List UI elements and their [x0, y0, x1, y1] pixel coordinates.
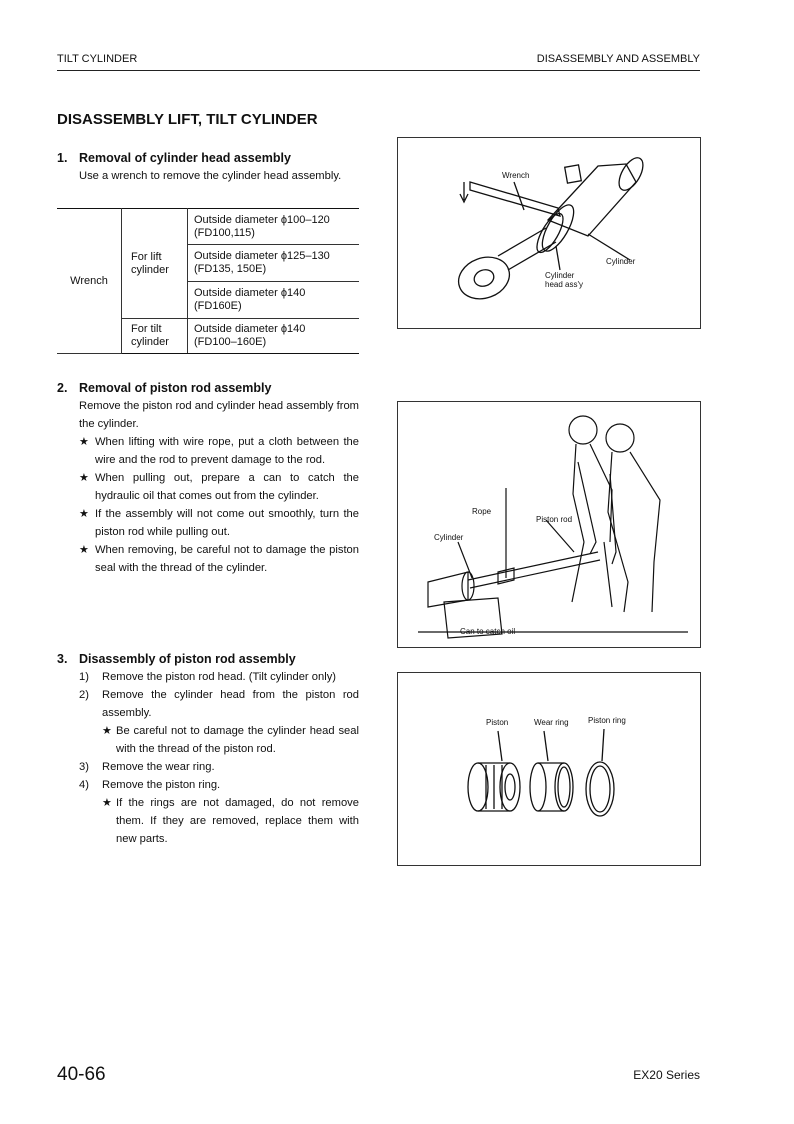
spec-cell-3: Outside diameter ϕ140 (FD160E)	[188, 282, 360, 319]
note-item: ★ When removing, be careful not to damage the piston seal with the thread of the cylinder.	[79, 544, 359, 574]
note-item: ★ If the assembly will not come out smoothly, turn the piston rod while pulling out.	[79, 508, 359, 538]
figure-piston-rings	[397, 672, 701, 866]
fig2-label-rope: Rope	[472, 507, 492, 516]
header-rule	[57, 70, 700, 71]
fig3-label-wear-ring: Wear ring	[534, 718, 569, 727]
fig1-label-head-2: head ass'y	[545, 280, 583, 289]
lift-label: For lift cylinder	[122, 209, 188, 319]
series-label: EX20 Series	[633, 1068, 700, 1082]
step-item: 1) Remove the piston rod head. (Tilt cylinder only)	[79, 671, 337, 683]
page-number: 40-66	[57, 1064, 106, 1085]
section-2-text: Remove the piston rod and cylinder head assembly from the cylinder.	[79, 400, 359, 430]
fig2-label-cylinder: Cylinder	[434, 533, 464, 542]
figure-cylinder-head-removal	[397, 137, 701, 329]
section-1-heading: 1. Removal of cylinder head assembly	[57, 151, 291, 165]
section-1-text: Use a wrench to remove the cylinder head assembly.	[79, 170, 342, 182]
section-3	[57, 650, 359, 848]
note-item: ★ When lifting with wire rope, put a cloth between the wire and the rod to prevent damage to the rod.	[79, 436, 359, 466]
fig3-label-piston-ring: Piston ring	[588, 716, 626, 725]
page-title: DISASSEMBLY LIFT, TILT CYLINDER	[57, 111, 318, 128]
step-item: 3) Remove the wear ring.	[79, 761, 215, 773]
spec-cell-4: Outside diameter ϕ140 (FD100–160E)	[188, 319, 360, 354]
fig1-label-wrench: Wrench	[502, 171, 530, 180]
piston-rings-illustration	[398, 673, 700, 865]
note-item: ★ When pulling out, prepare a can to catch the hydraulic oil that comes out from the cylinder.	[79, 472, 359, 502]
section-2-heading: 2. Removal of piston rod assembly	[57, 381, 272, 395]
fig3-label-piston: Piston	[486, 718, 509, 727]
note-item: ★ If the rings are not damaged, do not remove them. If they are removed, replace them with new parts.	[102, 797, 359, 845]
section-3-heading: 3. Disassembly of piston rod assembly	[57, 652, 296, 666]
fig2-label-piston-rod: Piston rod	[536, 515, 573, 524]
tilt-label: For tilt cylinder	[122, 319, 188, 354]
tool-cell: Wrench	[57, 209, 122, 354]
wrench-table	[57, 208, 359, 354]
step-item: 4) Remove the piston ring.	[79, 779, 221, 791]
section-1	[57, 149, 359, 185]
spec-cell-2: Outside diameter ϕ125–130 (FD135, 150E)	[188, 245, 360, 282]
header-left: TILT CYLINDER	[57, 53, 138, 65]
piston-rod-illustration	[398, 402, 700, 647]
fig1-label-cylinder: Cylinder	[606, 257, 636, 266]
spec-cell-1: Outside diameter ϕ100–120 (FD100,115)	[188, 209, 360, 245]
fig2-label-can: Can to catch oil	[460, 627, 516, 636]
fig1-label-head-1: Cylinder	[545, 271, 575, 280]
section-2	[57, 379, 359, 577]
figure-piston-rod-removal	[397, 401, 701, 648]
cylinder-wrench-illustration	[398, 138, 700, 328]
step-item: 2) Remove the cylinder head from the piston rod assembly.	[79, 689, 359, 719]
header-right: DISASSEMBLY AND ASSEMBLY	[536, 53, 700, 65]
note-item: ★ Be careful not to damage the cylinder head seal with the thread of the piston rod.	[102, 725, 359, 755]
